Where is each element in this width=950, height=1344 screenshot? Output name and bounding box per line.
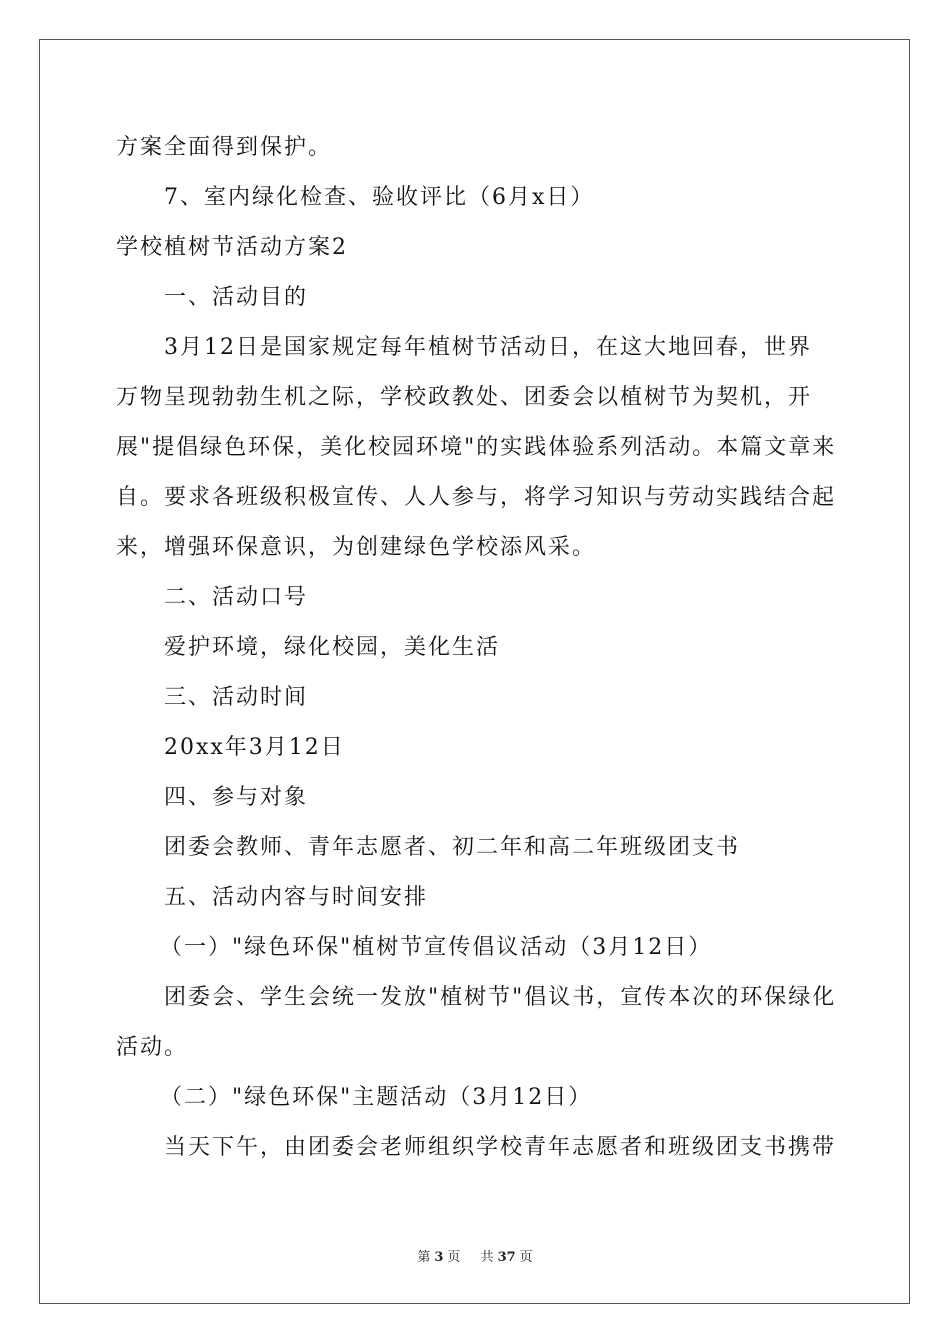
page-suffix: 页	[447, 1250, 461, 1265]
total-number: 37	[497, 1250, 516, 1265]
text-line-2: 7、室内绿化检查、验收评比（6月x日）	[164, 185, 595, 210]
text-line-5: 3月12日是国家规定每年植树节活动日，在这大地回春，世界	[164, 335, 812, 360]
document-body	[116, 128, 836, 1178]
section-title: 学校植树节活动方案2	[116, 235, 348, 260]
heading-slogan: 二、活动口号	[164, 585, 309, 610]
text-line-6: 万物呈现勃勃生机之际，学校政教处、团委会以植树节为契机，开	[116, 385, 813, 410]
participants-text: 团委会教师、青年志愿者、初二年和高二年班级团支书	[164, 835, 741, 860]
text-line-7: 展"提倡绿色环保，美化校园环境"的实践体验系列活动。本篇文章来	[116, 435, 837, 460]
total-prefix: 共	[480, 1250, 494, 1265]
text-line-21: 当天下午，由团委会老师组织学校青年志愿者和班级团支书携带	[164, 1135, 837, 1160]
page-footer	[0, 1246, 950, 1265]
text-line-1: 方案全面得到保护。	[116, 135, 333, 160]
heading-purpose: 一、活动目的	[164, 285, 309, 310]
total-indicator	[477, 1250, 537, 1265]
subheading-2: （二）"绿色环保"主题活动（3月12日）	[160, 1085, 593, 1110]
text-line-18: 团委会、学生会统一发放"植树节"倡议书，宣传本次的环保绿化	[164, 985, 837, 1010]
subheading-1: （一）"绿色环保"植树节宣传倡议活动（3月12日）	[160, 935, 713, 960]
heading-participants: 四、参与对象	[164, 785, 309, 810]
heading-time: 三、活动时间	[164, 685, 309, 710]
text-line-19: 活动。	[116, 1035, 189, 1060]
heading-content-schedule: 五、活动内容与时间安排	[164, 885, 429, 910]
time-text: 20xx年3月12日	[164, 735, 345, 760]
text-line-9: 来，增强环保意识，为创建绿色学校添风采。	[116, 535, 597, 560]
text-line-8: 自。要求各班级积极宣传、人人参与，将学习知识与劳动实践结合起	[116, 485, 837, 510]
page-number: 3	[434, 1250, 444, 1265]
total-suffix: 页	[519, 1250, 533, 1265]
slogan-text: 爱护环境，绿化校园，美化生活	[164, 635, 501, 660]
page-prefix: 第	[417, 1250, 431, 1265]
page-indicator	[413, 1250, 464, 1265]
